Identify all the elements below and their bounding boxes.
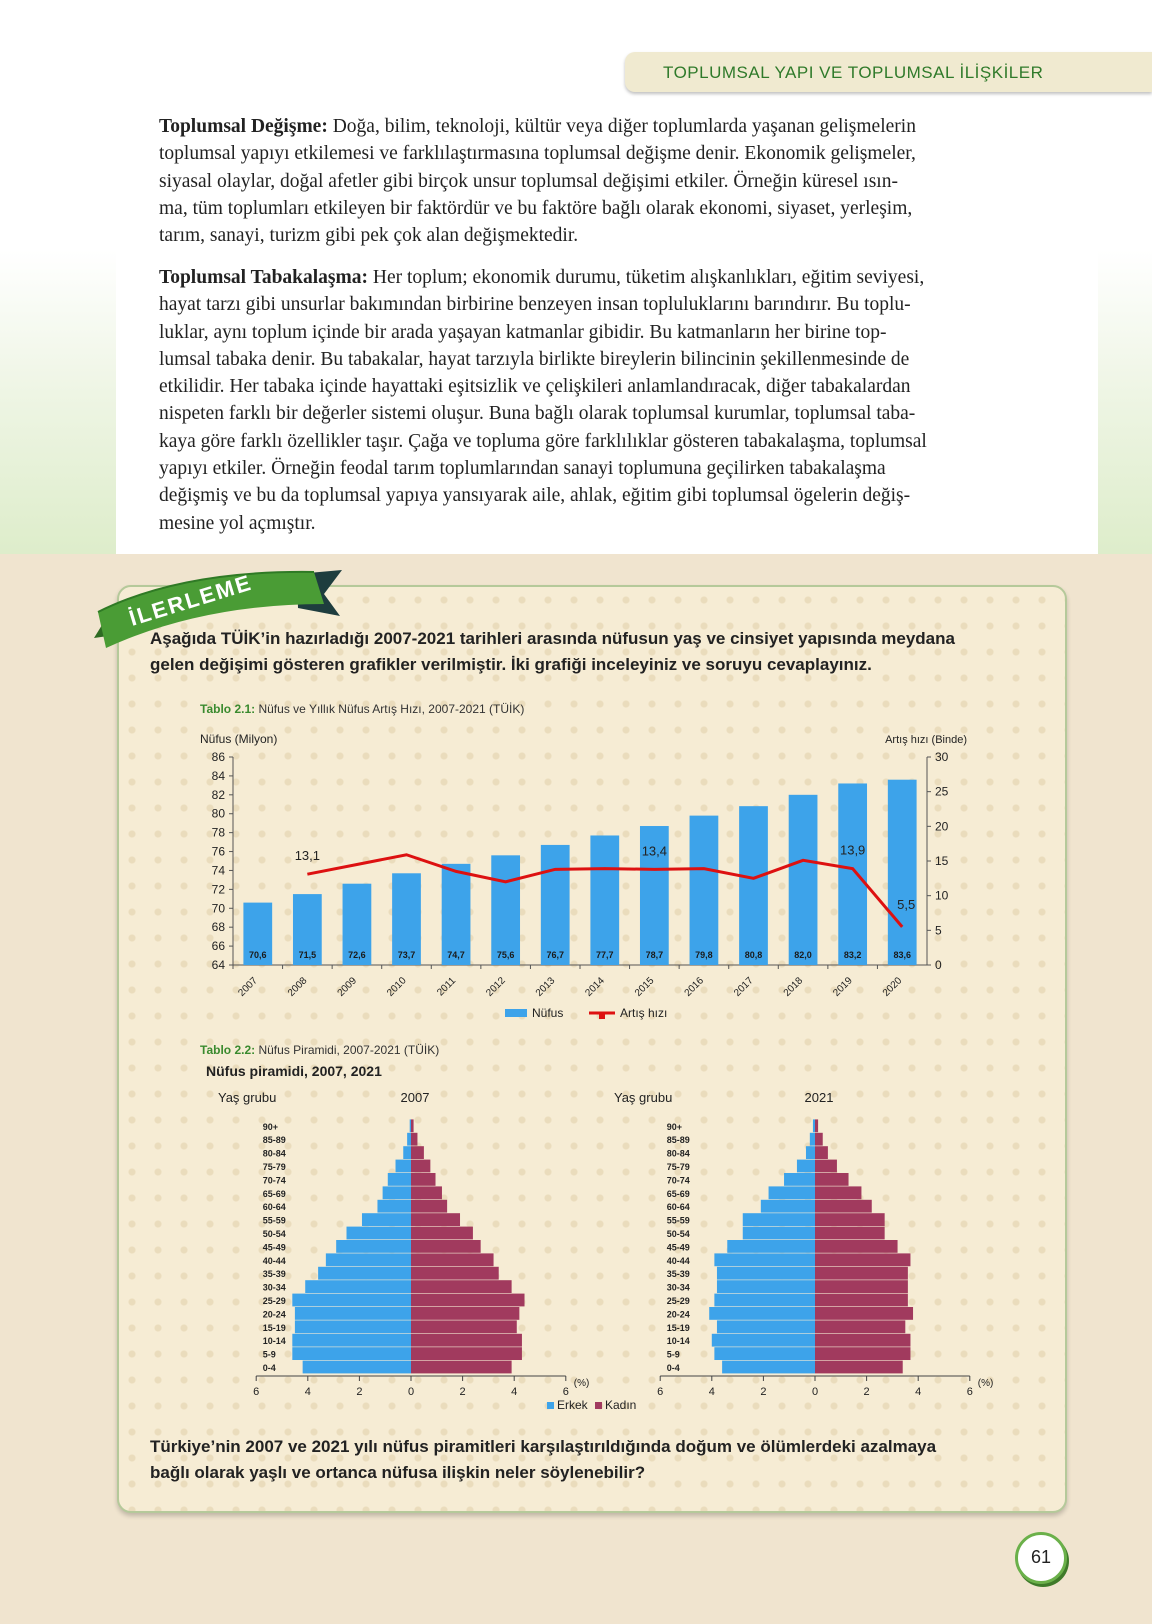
pyramid-x-tick-label: 2 [863,1386,870,1398]
y-tick-label: 86 [211,750,225,764]
text-line: lumsal tabaka denir. Bu tabakalar, hayat tarzıyla birlikte bireylerin bilincinin şekillenmesinde de [159,348,910,370]
male-bar-35-39 [318,1267,411,1280]
bar-value-label: 82,0 [794,950,812,960]
bar-value-label: 76,7 [546,950,564,960]
pyramid-x-tick-label: 2 [356,1386,363,1398]
caption-text: Nüfus ve Yıllık Nüfus Artış Hızı, 2007-2021 (TÜİK) [258,702,525,716]
male-bar-60-64 [377,1200,411,1213]
female-bar-5-9 [411,1347,522,1360]
female-bar-40-44 [815,1253,910,1266]
age-group-label: 50-54 [666,1229,690,1239]
x-tick-label: 2015 [632,975,657,999]
male-bar-45-49 [336,1240,411,1253]
female-bar-55-59 [411,1213,460,1226]
male-bar-35-39 [717,1267,815,1280]
growth-rate-label: 13,9 [839,842,866,858]
pyramid-x-tick-label: 0 [811,1386,819,1398]
bar-value-label: 83,6 [893,950,911,960]
age-group-label: 60-64 [262,1202,286,1213]
text-line: siyasal olaylar, doğal afetler gibi birçok unsur toplumsal değişimi etkiler. Örneğin küresel ısın- [159,170,898,192]
age-group-label: 80-84 [262,1148,286,1159]
pyramid-year-label: 2021 [804,1090,834,1105]
male-bar-30-34 [717,1280,815,1293]
male-bar-40-44 [326,1253,411,1266]
age-group-label: 40-44 [262,1255,286,1266]
x-tick-label: 2011 [435,975,459,999]
term-toplumsal-degisme: Toplumsal Değişme: [159,116,328,137]
y2-tick-label: 10 [935,888,949,903]
y2-tick-label: 30 [935,750,949,764]
pyramid-x-tick-label: 4 [915,1386,922,1398]
female-bar-80-84 [411,1146,424,1159]
question-line: Türkiye’nin 2007 ve 2021 yılı nüfus piramitleri karşılaştırıldığında doğum ve ölümlerdeki azalmaya [150,1437,937,1456]
growth-rate-label: 5,5 [897,896,916,912]
female-bar-25-29 [815,1294,908,1307]
caption-tablo-2-2 [200,1043,439,1057]
age-group-label: 10-14 [666,1336,690,1347]
male-bar-70-74 [388,1173,411,1186]
male-bar-20-24 [295,1307,411,1320]
age-group-label: 65-69 [666,1188,690,1199]
female-bar-0-4 [411,1361,512,1374]
section-header [625,52,1152,92]
age-group-label: 20-24 [262,1309,286,1320]
female-bar-70-74 [411,1173,436,1186]
activity-question [150,1434,936,1486]
pyramid-year-label: 2007 [400,1090,430,1105]
growth-rate-label: 13,1 [294,848,321,864]
caption-label: Tablo 2.2: [200,1043,256,1057]
age-group-label: 0-4 [666,1363,680,1373]
bar-value-label: 73,7 [397,950,416,960]
intro-line: gelen değişimi gösteren grafikler verilmiştir. İki grafiği inceleyiniz ve soruyu cevaplayınız. [150,655,872,674]
male-bar-55-59 [743,1213,815,1226]
x-tick-label: 2020 [880,975,905,999]
male-bar-15-19 [295,1320,411,1333]
bar-2013 [541,845,570,965]
female-bar-75-79 [815,1160,837,1173]
y2-tick-label: 25 [935,784,949,799]
male-bar-15-19 [717,1320,815,1333]
paragraph-toplumsal-tabakalasma [159,264,1064,537]
intro-line: Aşağıda TÜİK’in hazırladığı 2007-2021 tarihleri arasında nüfusun yaş ve cinsiyet yapısında meydana [150,629,955,648]
growth-rate-label: 13,4 [641,843,668,859]
female-bar-40-44 [411,1253,494,1266]
male-bar-0-4 [303,1361,411,1374]
male-bar-0-4 [722,1361,815,1374]
age-group-label: 35-39 [262,1269,286,1280]
age-group-label: 55-59 [666,1215,690,1226]
y-tick-label: 70 [211,901,225,916]
age-group-label: 55-59 [262,1215,286,1226]
male-bar-5-9 [292,1347,411,1360]
population-pyramid-chart [190,1060,1010,1420]
bar-value-label: 77,7 [596,950,614,960]
pyramid-x-unit: (%) [573,1378,590,1389]
male-bar-30-34 [305,1280,411,1293]
x-tick-label: 2007 [236,975,260,999]
text-line: tarım, sanayi, turizm gibi pek çok alan değişmektedir. [159,225,579,247]
female-bar-45-49 [815,1240,898,1253]
bar-value-label: 71,5 [298,950,317,960]
male-bar-20-24 [709,1307,815,1320]
bar-2018 [789,795,818,965]
male-bar-75-79 [396,1160,411,1173]
y-tick-label: 80 [211,806,225,821]
y2-tick-label: 5 [935,923,942,938]
pyramid-x-tick-label: 6 [966,1386,973,1398]
pyramid-ylabel: Yaş grubu [218,1090,277,1105]
female-bar-75-79 [411,1160,430,1173]
y2-axis-title: Artış hızı (Binde) [885,734,967,746]
text-line: luklar, aynı toplum içinde bir arada yaşayan katmanlar gibidir. Bu katmanların her birine top- [159,321,887,343]
pyramid-title: Nüfus piramidi, 2007, 2021 [206,1063,382,1079]
legend-nufus-label: Nüfus [532,1006,564,1020]
y-tick-label: 66 [211,939,225,954]
bar-2014 [590,835,619,965]
bar-value-label: 75,6 [496,950,515,960]
legend-nufus-swatch [505,1009,527,1017]
male-bar-90+ [410,1119,411,1132]
age-group-label: 75-79 [666,1162,690,1172]
age-group-label: 70-74 [666,1175,690,1186]
female-bar-10-14 [815,1334,910,1347]
female-bar-50-54 [411,1227,473,1240]
age-group-label: 40-44 [666,1255,690,1266]
section-title: TOPLUMSAL YAPI VE TOPLUMSAL İLİŞKİLER [663,63,1044,82]
text-line: Doğa, bilim, teknoloji, kültür veya diğer toplumlarda yaşanan gelişmelerin [332,116,916,137]
female-bar-50-54 [815,1227,885,1240]
female-bar-25-29 [411,1294,525,1307]
female-bar-5-9 [815,1347,910,1360]
age-group-label: 65-69 [262,1188,286,1199]
pyramid-x-tick-label: 6 [562,1386,569,1398]
x-tick-label: 2016 [682,975,707,999]
legend-kadin-swatch [595,1402,602,1409]
bar-2020 [888,780,917,965]
x-tick-label: 2012 [484,975,508,999]
pyramid-x-tick-label: 4 [304,1386,311,1398]
female-bar-90+ [815,1119,818,1132]
banner-label: İLERLEME [126,569,256,631]
y-tick-label: 84 [211,768,225,783]
age-group-label: 60-64 [666,1202,690,1213]
x-tick-label: 2008 [285,975,310,999]
x-tick-label: 2018 [781,975,806,999]
female-bar-20-24 [815,1307,913,1320]
male-bar-55-59 [362,1213,411,1226]
x-tick-label: 2019 [831,975,855,999]
x-tick-label: 2010 [385,975,409,999]
bar-value-label: 80,8 [744,950,763,960]
age-group-label: 20-24 [666,1309,690,1320]
female-bar-10-14 [411,1334,522,1347]
x-tick-label: 2017 [732,975,756,999]
male-bar-80-84 [806,1146,815,1159]
age-group-label: 70-74 [262,1175,286,1186]
male-bar-45-49 [727,1240,815,1253]
pyramid-x-tick-label: 2 [459,1386,466,1398]
age-group-label: 80-84 [666,1148,690,1159]
bar-value-label: 83,2 [843,950,862,960]
male-bar-65-69 [769,1186,815,1199]
female-bar-35-39 [411,1267,499,1280]
age-group-label: 0-4 [262,1363,276,1373]
text-line: mesine yol açmıştır. [159,512,316,534]
age-group-label: 30-34 [262,1282,286,1293]
female-bar-45-49 [411,1240,481,1253]
legend-kadin-label: Kadın [605,1398,637,1412]
population-growth-chart [190,725,1010,1025]
age-group-label: 15-19 [666,1322,690,1333]
age-group-label: 50-54 [262,1229,286,1239]
y-tick-label: 68 [211,920,225,935]
male-bar-10-14 [712,1334,815,1347]
legend-erkek-label: Erkek [557,1398,588,1412]
age-group-label: 25-29 [262,1296,286,1306]
pyramid-x-unit: (%) [977,1378,994,1389]
pyramid-ylabel: Yaş grubu [614,1090,673,1105]
activity-intro [150,626,955,678]
male-bar-85-89 [810,1133,815,1146]
male-bar-25-29 [714,1294,815,1307]
y-tick-label: 76 [211,844,225,859]
x-tick-label: 2013 [533,975,558,999]
text-line: etkilidir. Her tabaka içinde hayattaki eşitsizlik ve çelişkileri anlamlandıracak, diğer tabakalardan [159,376,911,398]
age-group-label: 75-79 [262,1162,286,1172]
y-tick-label: 78 [211,825,225,840]
bar-2016 [690,816,719,965]
age-group-label: 45-49 [666,1242,690,1253]
bar-value-label: 74,7 [447,950,465,960]
male-bar-75-79 [797,1160,815,1173]
x-tick-label: 2009 [335,975,360,999]
male-bar-10-14 [292,1334,411,1347]
male-bar-85-89 [407,1133,411,1146]
pyramid-x-tick-label: 6 [657,1386,664,1398]
male-bar-60-64 [761,1200,815,1213]
age-group-label: 10-14 [262,1336,286,1347]
y-tick-label: 74 [211,863,225,878]
pyramid-x-tick-label: 4 [511,1386,518,1398]
age-group-label: 5-9 [262,1349,276,1360]
bar-value-label: 72,6 [348,950,366,960]
bar-2019 [838,783,867,965]
female-bar-85-89 [411,1133,417,1146]
y-tick-label: 64 [211,958,225,972]
female-bar-35-39 [815,1267,908,1280]
bar-2017 [739,806,768,965]
pyramid-x-tick-label: 6 [253,1386,260,1398]
question-line: bağlı olarak yaşlı ve ortanca nüfusa ilişkin neler söylenebilir? [150,1463,646,1482]
age-group-label: 85-89 [262,1135,286,1146]
term-toplumsal-tabakalasma: Toplumsal Tabakalaşma: [159,267,368,288]
y2-tick-label: 20 [935,819,949,834]
bar-2012 [491,855,520,965]
text-line: hayat tarzı gibi unsurlar bakımından birbirine benzeyen insan topluluklarını barındırır. Bu toplu- [159,294,911,316]
age-group-label: 45-49 [262,1242,286,1253]
age-group-label: 85-89 [666,1135,690,1146]
pyramid-x-tick-label: 2 [760,1386,767,1398]
paragraph-toplumsal-degisme [159,113,1064,249]
age-group-label: 15-19 [262,1322,286,1333]
female-bar-60-64 [815,1200,872,1213]
text-line: nispeten farklı bir değerler sistemi oluşur. Buna bağlı olarak toplumsal kurumlar, toplumsal taba- [159,403,916,425]
male-bar-50-54 [743,1227,815,1240]
female-bar-70-74 [815,1173,849,1186]
female-bar-65-69 [815,1186,861,1199]
page-number: 61 [1015,1532,1067,1584]
y-axis-title: Nüfus (Milyon) [200,732,278,746]
female-bar-20-24 [411,1307,519,1320]
age-group-label: 5-9 [666,1349,680,1360]
text-line: değişmiş ve bu da toplumsal yapıya yansıyarak aile, ahlak, eğitim gibi toplumsal ögelerin değiş- [159,485,911,507]
male-bar-90+ [813,1119,815,1132]
legend-erkek-swatch [547,1402,554,1409]
male-bar-25-29 [292,1294,411,1307]
pyramid-x-tick-label: 4 [708,1386,715,1398]
y-tick-label: 82 [211,787,225,802]
male-bar-40-44 [714,1253,815,1266]
female-bar-65-69 [411,1186,442,1199]
y2-tick-label: 0 [935,958,942,972]
caption-label: Tablo 2.1: [200,702,256,716]
age-group-label: 35-39 [666,1269,690,1280]
bar-value-label: 70,6 [249,950,267,960]
male-bar-65-69 [383,1186,411,1199]
female-bar-60-64 [411,1200,447,1213]
bar-value-label: 79,8 [695,950,713,960]
text-line: Her toplum; ekonomik durumu, tüketim alışkanlıkları, eğitim seviyesi, [372,267,925,288]
y-tick-label: 72 [211,882,225,897]
male-bar-50-54 [347,1227,412,1240]
age-group-label: 90+ [262,1121,279,1132]
caption-text: Nüfus Piramidi, 2007-2021 (TÜİK) [258,1043,440,1057]
female-bar-30-34 [411,1280,512,1293]
female-bar-15-19 [815,1320,905,1333]
female-bar-15-19 [411,1320,517,1333]
female-bar-55-59 [815,1213,885,1226]
text-line: toplumsal yapıyı etkilemesi ve farklılaştırmasına toplumsal değişme denir. Ekonomik gelişmeler, [159,143,916,165]
female-bar-80-84 [815,1146,828,1159]
male-bar-80-84 [403,1146,411,1159]
legend-growth-marker [599,1013,605,1019]
legend-growth-label: Artış hızı [620,1006,668,1020]
male-bar-70-74 [784,1173,815,1186]
x-tick-label: 2014 [583,975,607,999]
text-line: ma, tüm toplumları etkileyen bir faktördür ve bu faktöre bağlı olarak ekonomi, siyaset, yerleşim, [159,197,913,219]
female-bar-85-89 [815,1133,823,1146]
male-bar-5-9 [714,1347,815,1360]
y2-tick-label: 15 [935,854,949,868]
female-bar-90+ [411,1119,414,1132]
caption-tablo-2-1 [200,702,524,716]
age-group-label: 90+ [666,1121,683,1132]
female-bar-30-34 [815,1280,908,1293]
text-line: kaya göre farklı özellikler taşır. Çağa ve topluma göre farklılıklar gösteren tabakalaşma, toplumsal [159,430,927,452]
female-bar-0-4 [815,1361,903,1374]
pyramid-x-tick-label: 0 [407,1386,415,1398]
bar-value-label: 78,7 [645,950,664,960]
age-group-label: 25-29 [666,1296,690,1306]
age-group-label: 30-34 [666,1282,690,1293]
text-line: yapıyı etkiler. Örneğin feodal tarım toplumlarından sanayi toplumuna geçilirken tabakalaşma [159,458,886,480]
